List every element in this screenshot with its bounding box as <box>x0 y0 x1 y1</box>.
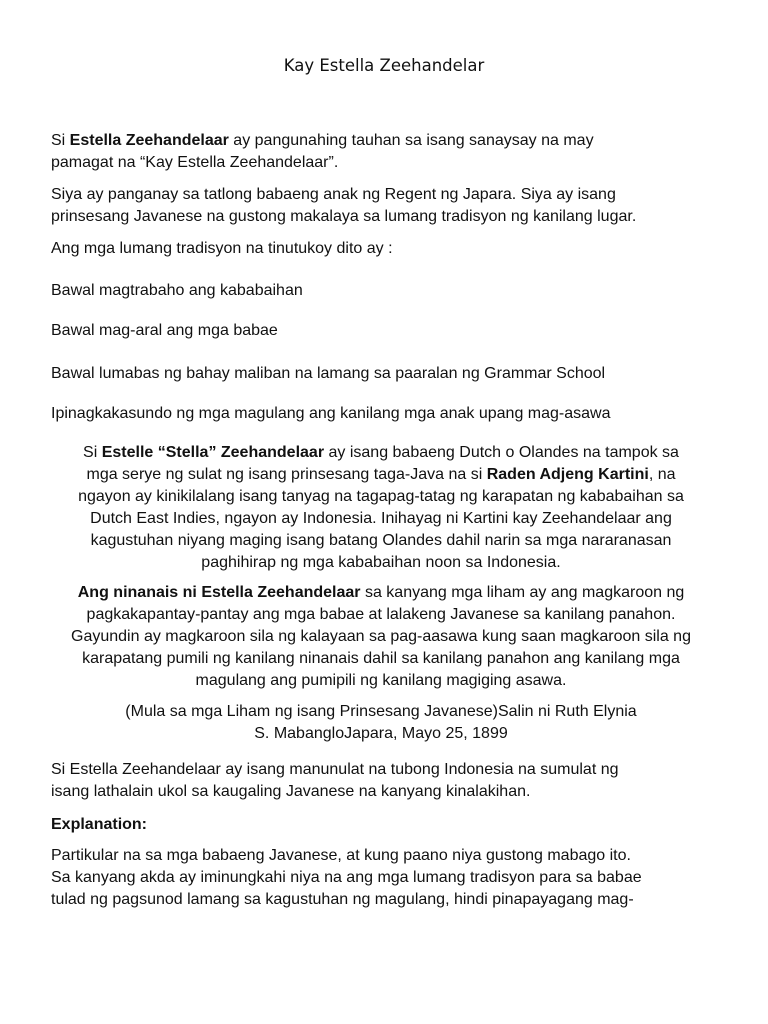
bold-name: Estelle “Stella” Zeehandelaar <box>101 444 325 461</box>
text-run: pagkakapantay-pantay ang mga babae at lalakeng Javanese sa kanilang panahon. <box>86 606 676 623</box>
tradition-item: Bawal mag-aral ang mga babae <box>51 322 278 339</box>
text-run: S. MabangloJapara, Mayo 25, 1899 <box>254 725 508 742</box>
ninanais-paragraph <box>50 582 712 692</box>
intro-paragraph-2 <box>51 184 721 228</box>
text-run: tulad ng pagsunod lamang sa kagustuhan ng magulang, hindi pinapayagang mag- <box>51 891 634 908</box>
document-title: Kay Estella Zeehandelar <box>283 56 485 75</box>
intro-paragraph-3: Ang mga lumang tradisyon na tinutukoy dito ay : <box>51 240 393 257</box>
text-run: paghihirap ng mga kababaihan noon sa Indonesia. <box>201 554 561 571</box>
text-run: kagustuhan niyang maging isang batang Olandes dahil narin sa mga nararanasan <box>90 532 672 549</box>
tradition-item: Bawal lumabas ng bahay maliban na lamang sa paaralan ng Grammar School <box>51 365 606 382</box>
text-run: Si <box>51 132 70 149</box>
bold-name: Raden Adjeng Kartini <box>486 466 649 483</box>
text-run: isang lathalain ukol sa kaugaling Javanese na kanyang kinalakihan. <box>51 783 531 800</box>
source-citation <box>50 701 712 745</box>
text-run: Sa kanyang akda ay iminungkahi niya na ang mga lumang tradisyon para sa babae <box>51 869 642 886</box>
text-run: ay pangunahing tauhan sa isang sanaysay na may <box>228 132 594 149</box>
tradition-item: Ipinagkakasundo ng mga magulang ang kanilang mga anak upang mag-asawa <box>51 405 611 422</box>
text-run: Siya ay panganay sa tatlong babaeng anak ng Regent ng Japara. Siya ay isang <box>51 186 616 203</box>
bold-phrase: Ang ninanais ni Estella Zeehandelaar <box>77 584 361 601</box>
text-run: magulang ang pumipili ng kanilang magiging asawa. <box>195 672 567 689</box>
text-run: , na <box>648 466 676 483</box>
bold-name: Estella Zeehandelaar <box>69 132 229 149</box>
stella-paragraph <box>50 442 712 574</box>
text-run: sa kanyang mga liham ay ang magkaroon ng <box>360 584 685 601</box>
text-run: ngayon ay kinikilalang isang tanyag na tagapag-tatag ng karapatan ng kababaihan sa <box>78 488 684 505</box>
text-run: Partikular na sa mga babaeng Javanese, at kung paano niya gustong mabago ito. <box>51 847 631 864</box>
explanation-heading <box>51 814 721 836</box>
intro-paragraph-1 <box>51 130 721 174</box>
explanation-paragraph <box>51 845 721 911</box>
tradition-item: Bawal magtrabaho ang kababaihan <box>51 282 303 299</box>
text-run: Gayundin ay magkaroon sila ng kalayaan sa pag-aasawa kung saan magkaroon sila ng <box>71 628 691 645</box>
text-run: Dutch East Indies, ngayon ay Indonesia. Inihayag ni Kartini kay Zeehandelaar ang <box>90 510 672 527</box>
text-run: Si <box>83 444 102 461</box>
text-run: ay isang babaeng Dutch o Olandes na tampok sa <box>324 444 679 461</box>
text-run: Si Estella Zeehandelaar ay isang manunulat na tubong Indonesia na sumulat ng <box>51 761 619 778</box>
text-run: mga serye ng sulat ng isang prinsesang taga-Java na si <box>86 466 487 483</box>
heading-text: Explanation: <box>51 816 148 833</box>
text-run: pamagat na “Kay Estella Zeehandelaar”. <box>51 154 339 171</box>
writer-paragraph <box>51 759 721 803</box>
text-run: karapatang pumili ng kanilang ninanais dahil sa kanilang panahon ang kanilang mga <box>82 650 680 667</box>
text-run: prinsesang Javanese na gustong makalaya sa lumang tradisyon ng kanilang lugar. <box>51 208 637 225</box>
text-run: (Mula sa mga Liham ng isang Prinsesang Javanese)Salin ni Ruth Elynia <box>125 703 637 720</box>
